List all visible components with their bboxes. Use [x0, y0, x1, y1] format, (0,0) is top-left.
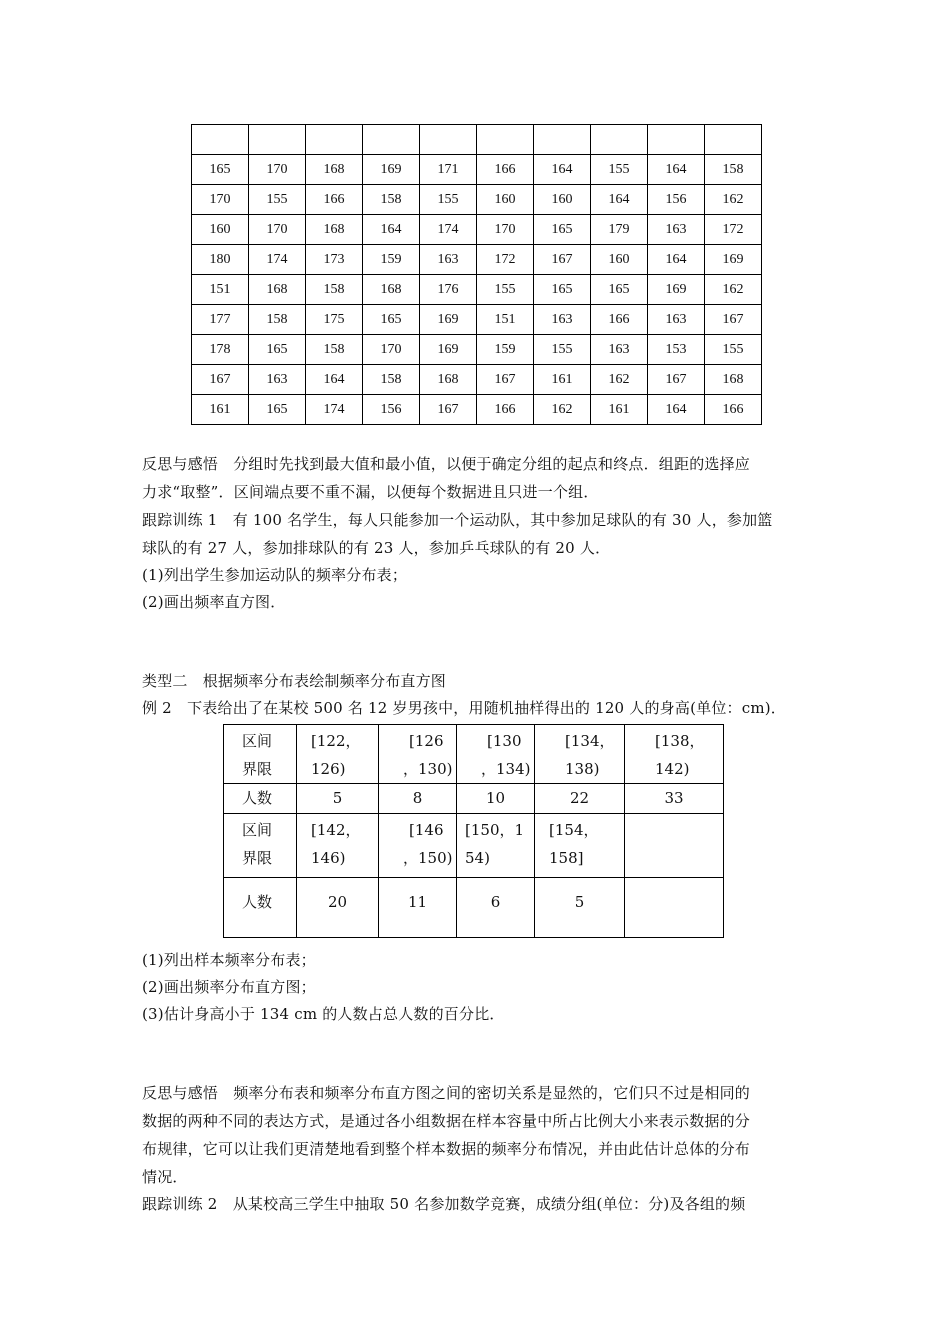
table-row — [224, 725, 724, 784]
reflection-2-line-4: 情况． — [142, 1168, 188, 1186]
table-cell: 162 — [534, 395, 591, 425]
table-row — [192, 305, 762, 335]
table-cell — [535, 725, 625, 784]
table-cell: 167 — [420, 395, 477, 425]
table-cell — [224, 878, 297, 938]
interval-value: 158] — [549, 849, 584, 867]
table-row — [192, 245, 762, 275]
table-cell: 161 — [534, 365, 591, 395]
interval-value: 146) — [311, 849, 346, 867]
table-cell: 176 — [420, 275, 477, 305]
table-cell: 162 — [705, 275, 762, 305]
table-cell: 180 — [192, 245, 249, 275]
practice-1-line-1: 跟踪训练 1 有 100 名学生，每人只能参加一个运动队，其中参加足球队的有 30 人，参加篮 — [142, 511, 773, 529]
table-cell: 172 — [477, 245, 534, 275]
interval-value: [154， — [549, 821, 599, 839]
boundary-label: 界限 — [242, 849, 273, 867]
table-cell: 165 — [363, 305, 420, 335]
table-cell: 165 — [249, 395, 306, 425]
table-cell: 161 — [192, 395, 249, 425]
table-cell: 165 — [591, 275, 648, 305]
table-cell — [249, 125, 306, 155]
table-cell — [534, 125, 591, 155]
height-data-table — [191, 124, 762, 425]
table-cell — [297, 814, 379, 878]
reflection-2-line-3: 布规律，它可以让我们更清楚地看到整个样本数据的频率分布情况，并由此估计总体的分布 — [142, 1140, 751, 1158]
interval-value: [142， — [311, 821, 361, 839]
table-cell — [457, 878, 535, 938]
table-cell: 164 — [591, 185, 648, 215]
interval-value: 142) — [655, 760, 690, 778]
table-cell: 155 — [477, 275, 534, 305]
table-cell: 161 — [591, 395, 648, 425]
example-2-intro: 例 2 下表给出了在某校 500 名 12 岁男孩中，用随机抽样得出的 120 人的身高(单位：cm)． — [142, 699, 786, 717]
table-cell: 170 — [249, 215, 306, 245]
table-row — [192, 215, 762, 245]
table-cell — [224, 814, 297, 878]
table-cell: 155 — [705, 335, 762, 365]
practice-1-question-1: (1)列出学生参加运动队的频率分布表； — [142, 566, 408, 584]
example-2-question-1: (1)列出样本频率分布表； — [142, 951, 316, 969]
count-value: 10 — [485, 789, 506, 807]
table-cell — [363, 125, 420, 155]
table-row — [192, 185, 762, 215]
table-row — [192, 335, 762, 365]
table-row — [224, 878, 724, 938]
table-cell — [379, 878, 457, 938]
count-value: 6 — [490, 893, 501, 911]
example-2-question-2: (2)画出频率分布直方图； — [142, 978, 316, 996]
table-cell — [535, 784, 625, 814]
table-cell: 155 — [420, 185, 477, 215]
table-cell: 169 — [420, 335, 477, 365]
table-cell: 160 — [534, 185, 591, 215]
table-cell: 166 — [477, 155, 534, 185]
table-cell — [297, 725, 379, 784]
table-cell: 169 — [705, 245, 762, 275]
table-cell: 166 — [591, 305, 648, 335]
table-cell: 169 — [363, 155, 420, 185]
table-cell: 166 — [306, 185, 363, 215]
table-cell: 163 — [591, 335, 648, 365]
table-cell: 163 — [648, 305, 705, 335]
table-cell: 177 — [192, 305, 249, 335]
table-cell — [535, 814, 625, 878]
interval-value: ，134) — [481, 760, 531, 778]
table-cell: 158 — [363, 185, 420, 215]
table-cell: 164 — [648, 155, 705, 185]
table-cell: 179 — [591, 215, 648, 245]
table-cell: 164 — [363, 215, 420, 245]
table-cell: 168 — [249, 275, 306, 305]
practice-2-line-1: 跟踪训练 2 从某校高三学生中抽取 50 名参加数学竞赛，成绩分组(单位：分)及各组的频 — [142, 1195, 746, 1213]
table-cell — [224, 725, 297, 784]
table-cell: 163 — [534, 305, 591, 335]
table-cell — [420, 125, 477, 155]
example-2-question-3: (3)估计身高小于 134 cm 的人数占总人数的百分比． — [142, 1005, 505, 1023]
reflection-2-line-1: 反思与感悟 频率分布表和频率分布直方图之间的密切关系是显然的，它们只不过是相同的 — [142, 1084, 751, 1102]
table-cell: 153 — [648, 335, 705, 365]
count-value: 5 — [332, 789, 343, 807]
table-cell — [535, 878, 625, 938]
table-cell: 174 — [420, 215, 477, 245]
table-cell: 168 — [705, 365, 762, 395]
table-row — [192, 365, 762, 395]
table-cell: 170 — [192, 185, 249, 215]
table-cell: 164 — [648, 245, 705, 275]
table-cell — [625, 814, 724, 878]
table-cell: 170 — [363, 335, 420, 365]
table-cell — [591, 125, 648, 155]
interval-value: [126 — [409, 732, 444, 750]
reflection-1-line-2: 力求“取整”．区间端点要不重不漏，以便每个数据进且只进一个组． — [142, 483, 599, 501]
table-cell: 162 — [705, 185, 762, 215]
table-cell — [625, 878, 724, 938]
table-cell: 158 — [363, 365, 420, 395]
table-cell: 163 — [648, 215, 705, 245]
table-cell — [705, 125, 762, 155]
section-heading-type-2: 类型二 根据频率分布表绘制频率分布直方图 — [142, 672, 447, 690]
table-cell: 166 — [477, 395, 534, 425]
table-cell: 165 — [192, 155, 249, 185]
table-cell: 162 — [591, 365, 648, 395]
table-cell — [379, 725, 457, 784]
table-row — [192, 395, 762, 425]
table-cell: 169 — [648, 275, 705, 305]
boundary-label: 界限 — [242, 760, 273, 778]
table-cell: 158 — [306, 335, 363, 365]
count-label: 人数 — [242, 893, 273, 911]
table-cell — [648, 125, 705, 155]
table-cell: 168 — [363, 275, 420, 305]
table-row — [192, 275, 762, 305]
table-cell: 164 — [306, 365, 363, 395]
table-cell — [457, 725, 535, 784]
table-cell — [457, 814, 535, 878]
table-cell: 175 — [306, 305, 363, 335]
table-cell: 158 — [249, 305, 306, 335]
interval-value: [138， — [655, 732, 705, 750]
table-cell: 158 — [705, 155, 762, 185]
practice-1-line-2: 球队的有 27 人，参加排球队的有 23 人，参加乒乓球队的有 20 人． — [142, 539, 611, 557]
interval-label: 区间 — [242, 732, 273, 750]
interval-value: 54) — [465, 849, 490, 867]
interval-value: 138) — [565, 760, 600, 778]
interval-value: [134， — [565, 732, 615, 750]
frequency-table — [223, 724, 724, 938]
interval-label: 区间 — [242, 821, 273, 839]
table-row — [192, 155, 762, 185]
table-cell: 151 — [192, 275, 249, 305]
table-cell: 155 — [249, 185, 306, 215]
table-cell — [379, 784, 457, 814]
count-value: 33 — [664, 789, 684, 807]
count-value: 11 — [407, 893, 428, 911]
table-cell: 168 — [306, 215, 363, 245]
table-cell: 178 — [192, 335, 249, 365]
table-cell: 165 — [534, 215, 591, 245]
table-row — [192, 125, 762, 155]
table-cell: 171 — [420, 155, 477, 185]
interval-value: [146 — [409, 821, 444, 839]
reflection-1-line-1: 反思与感悟 分组时先找到最大值和最小值，以便于确定分组的起点和终点．组距的选择应 — [142, 455, 751, 473]
table-cell: 159 — [477, 335, 534, 365]
table-cell — [625, 725, 724, 784]
count-value: 20 — [327, 893, 348, 911]
table-cell: 167 — [648, 365, 705, 395]
table-cell: 167 — [534, 245, 591, 275]
table-cell: 163 — [249, 365, 306, 395]
table-cell: 164 — [648, 395, 705, 425]
table-cell — [224, 784, 297, 814]
interval-value: [150，1 — [465, 821, 525, 839]
table-cell: 174 — [249, 245, 306, 275]
count-value: 5 — [574, 893, 585, 911]
table-cell: 160 — [192, 215, 249, 245]
table-cell: 167 — [477, 365, 534, 395]
table-cell: 163 — [420, 245, 477, 275]
table-cell: 170 — [477, 215, 534, 245]
table-row — [224, 784, 724, 814]
table-cell — [379, 814, 457, 878]
count-value: 22 — [569, 789, 590, 807]
table-cell: 156 — [648, 185, 705, 215]
table-cell: 160 — [477, 185, 534, 215]
table-cell — [625, 784, 724, 814]
table-cell: 166 — [705, 395, 762, 425]
table-cell: 156 — [363, 395, 420, 425]
table-cell: 167 — [192, 365, 249, 395]
table-cell: 169 — [420, 305, 477, 335]
table-cell: 168 — [306, 155, 363, 185]
table-cell — [477, 125, 534, 155]
reflection-2-line-2: 数据的两种不同的表达方式，是通过各小组数据在样本容量中所占比例大小来表示数据的分 — [142, 1112, 751, 1130]
table-cell: 173 — [306, 245, 363, 275]
table-cell — [457, 784, 535, 814]
interval-value: 126) — [311, 760, 346, 778]
interval-value: [122， — [311, 732, 361, 750]
count-label: 人数 — [242, 789, 273, 807]
table-cell: 165 — [534, 275, 591, 305]
table-cell: 172 — [705, 215, 762, 245]
table-cell — [192, 125, 249, 155]
interval-value: [130 — [487, 732, 522, 750]
count-value: 8 — [412, 789, 423, 807]
table-cell: 155 — [534, 335, 591, 365]
practice-1-question-2: (2)画出频率直方图． — [142, 593, 286, 611]
table-cell: 165 — [249, 335, 306, 365]
interval-value: ，130) — [403, 760, 453, 778]
table-cell: 151 — [477, 305, 534, 335]
table-cell: 158 — [306, 275, 363, 305]
table-cell — [297, 878, 379, 938]
table-cell: 167 — [705, 305, 762, 335]
table-cell: 164 — [534, 155, 591, 185]
table-cell: 160 — [591, 245, 648, 275]
interval-value: ，150) — [403, 849, 453, 867]
table-cell — [297, 784, 379, 814]
table-cell: 159 — [363, 245, 420, 275]
table-cell: 174 — [306, 395, 363, 425]
table-cell: 155 — [591, 155, 648, 185]
table-row — [224, 814, 724, 878]
table-cell: 170 — [249, 155, 306, 185]
table-cell: 168 — [420, 365, 477, 395]
table-cell — [306, 125, 363, 155]
